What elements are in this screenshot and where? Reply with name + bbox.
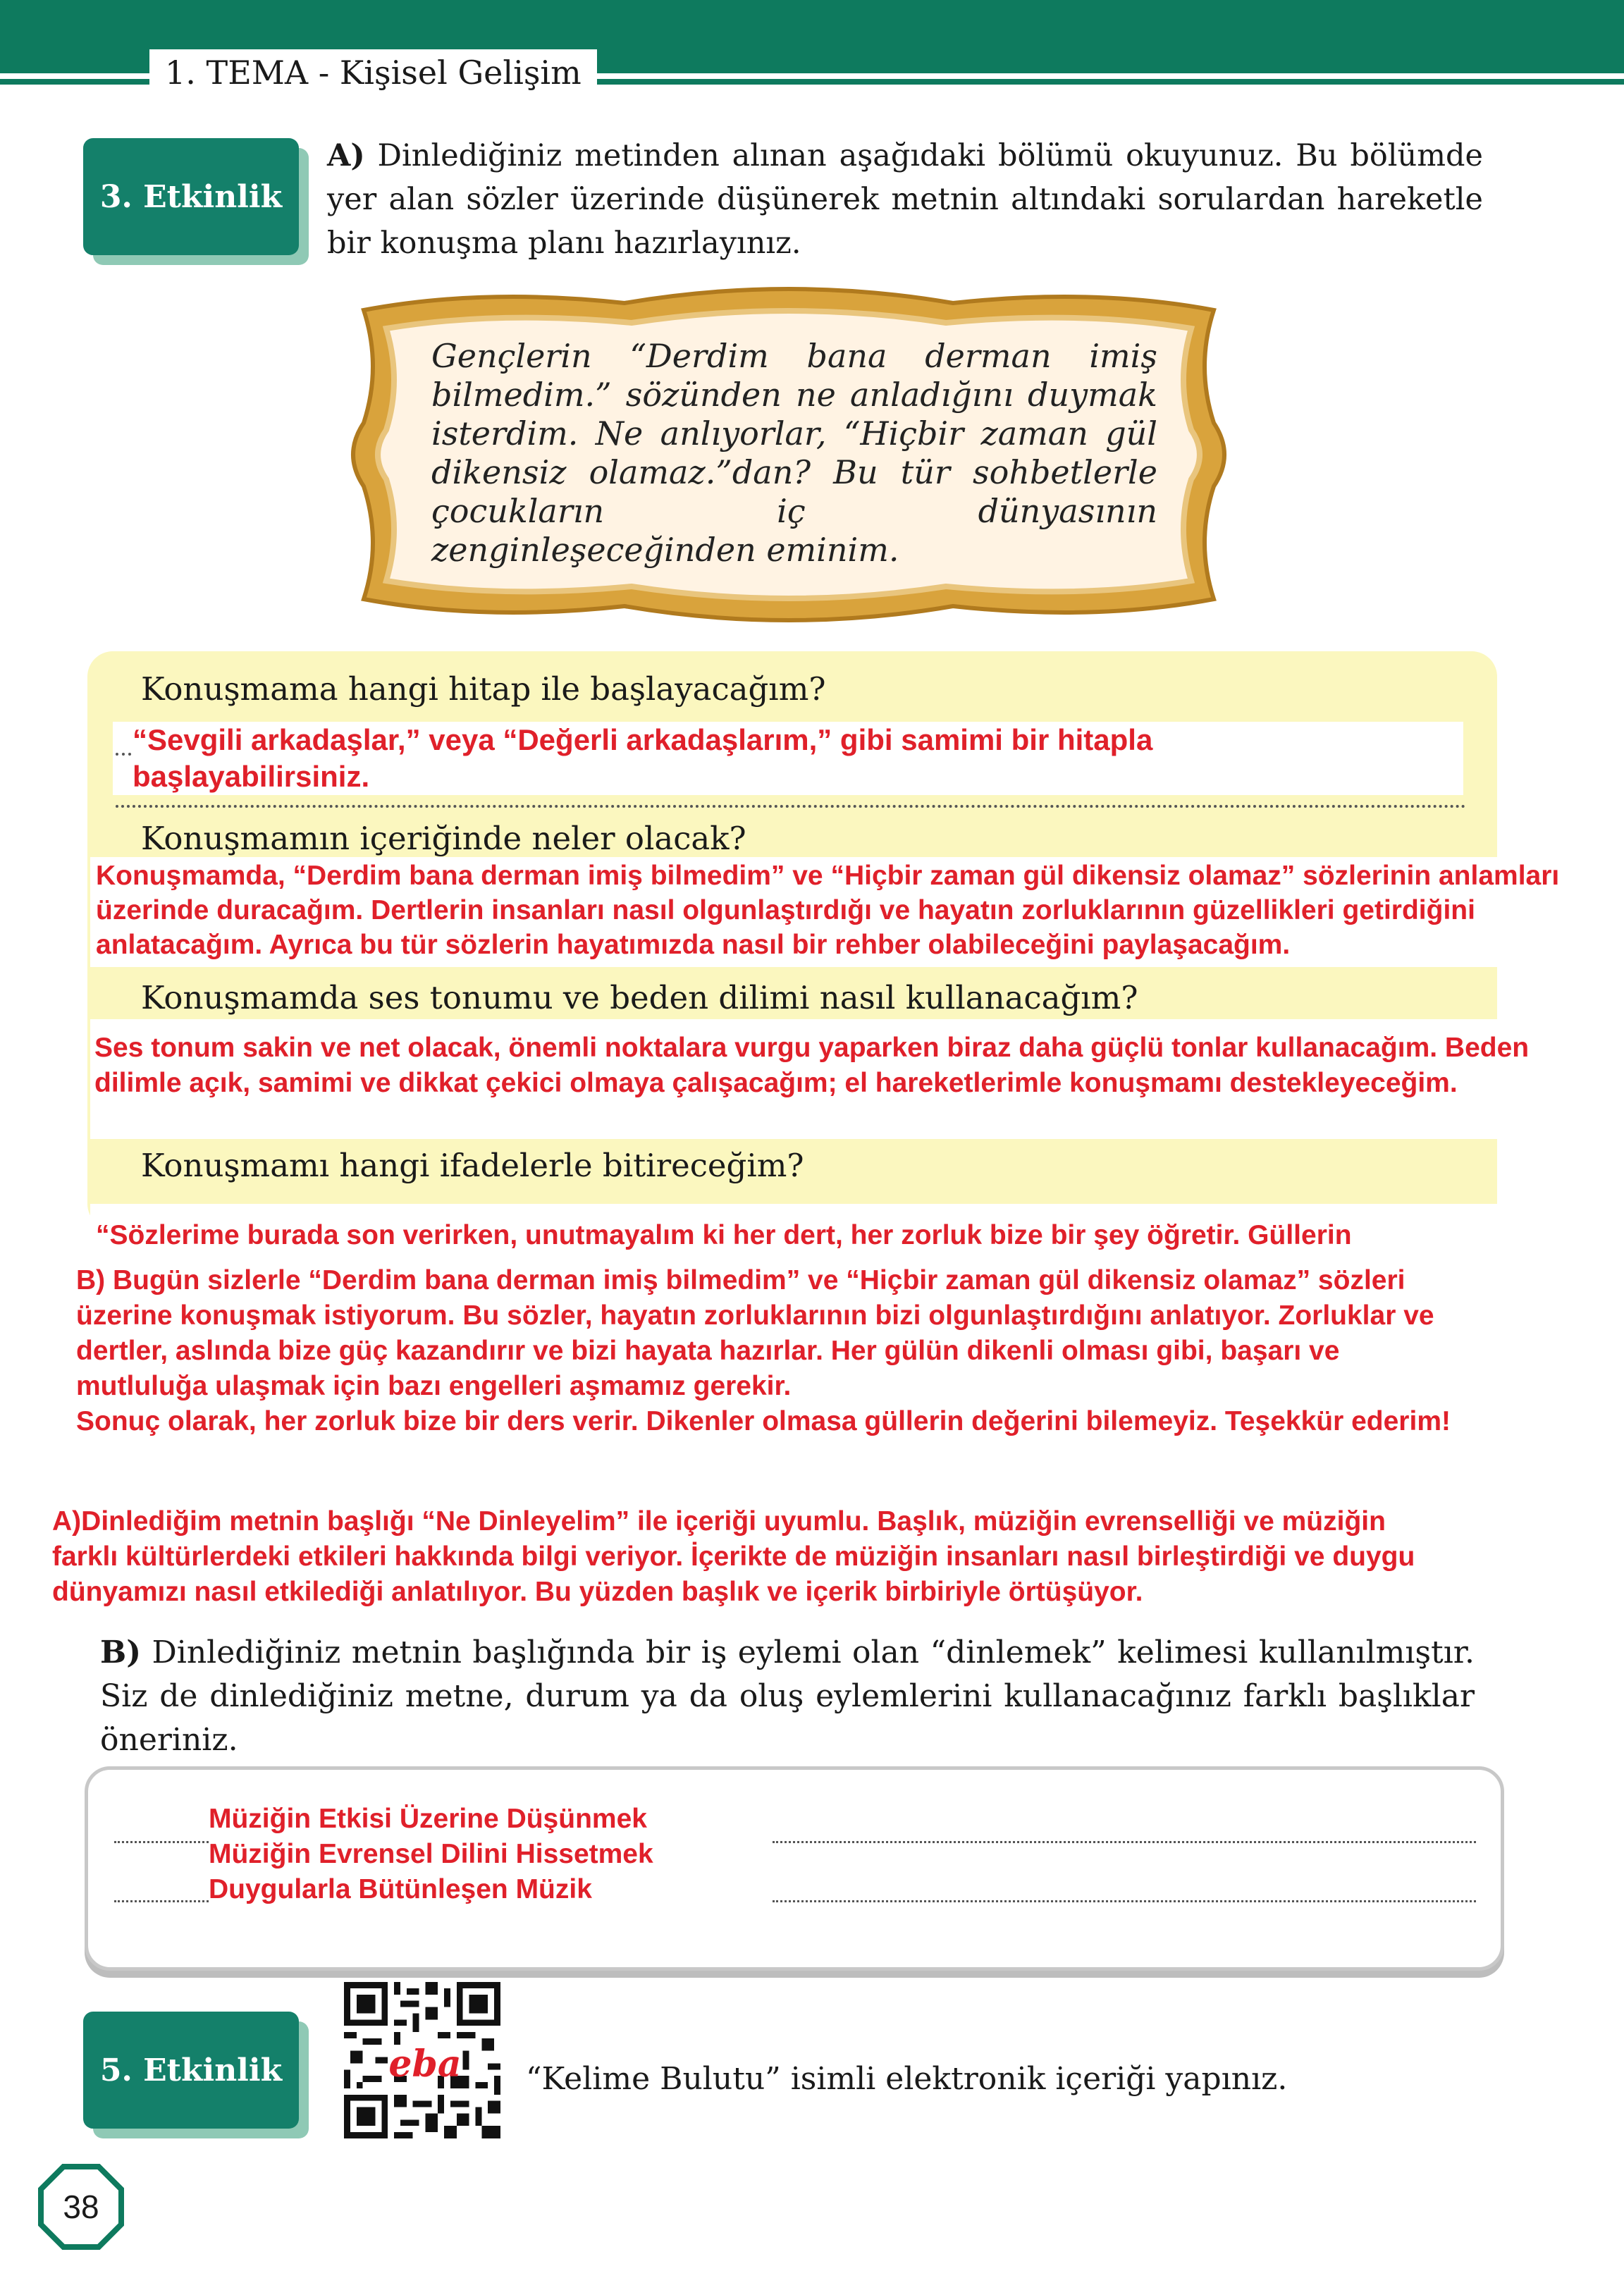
question-1: Konuşmama hangi hitap ile başlayacağım? (141, 670, 826, 708)
answer-3: Ses tonum sakin ve net olacak, önemli noktalara vurgu yaparken biraz daha güçlü tonlar kullanacağım. Beden dilimle açık, samimi ve dikkat çekici olmaya çalışacağım; el hareketlerimle konuşmamı destekleyeceğim. (94, 1033, 1530, 1098)
title-dots (114, 1841, 209, 1843)
answer-2: Konuşmamda, “Derdim bana derman imiş bilmedim” ve “Hiçbir zaman gül dikensiz olamaz” sözlerinin anlamları üzerinde duracağım. Dertlerin insanları nasıl olgunlaştırdığı ve hayatın zorluklarının güzellikleri getirdiğini anlatacağım. Ayrıca bu tür sözlerin hayatımızda nasıl bir rehber olabileceğini paylaşacağım. (96, 861, 1560, 960)
title-dots (773, 1900, 1476, 1902)
activity-4-answer-a (52, 1504, 1575, 1610)
answer-b-block (76, 1263, 1585, 1439)
eba-logo: eba (388, 2042, 462, 2086)
answer-b-line: Sonuç olarak, her zorluk bize bir ders verir. Dikenler olmasa güllerin değerini bilemeyiz. Teşekkür ederim! (76, 1406, 1451, 1436)
answer-a-line: farklı kültürlerdeki etkileri hakkında bilgi veriyor. İçerikte de müziğin insanları nasıl birleştirdiği ve duygu (52, 1541, 1415, 1572)
instruction-label: B) (100, 1635, 142, 1670)
instruction-text: Dinlediğiniz metinden alınan aşağıdaki bölümü okuyunuz. Bu bölümde yer alan sözler üzerinde düşünerek metnin altındaki sorulardan hareketle bir konuşma planı hazırlayınız. (327, 138, 1483, 261)
suggested-title: Müziğin Etkisi Üzerine Düşünmek (209, 1804, 647, 1834)
answer-1: “Sevgili arkadaşlar,” veya “Değerli arkadaşlarım,” gibi samimi bir hitapla başlayabilirsiniz. (133, 723, 1153, 793)
question-3: Konuşmamda ses tonumu ve beden dilimi nasıl kullanacağım? (141, 979, 1138, 1016)
answer-4: “Sözlerime burada son verirken, unutmayalım ki her dert, her zorluk bize bir şey öğretir. Güllerin (96, 1220, 1352, 1250)
answer-1-dots (116, 805, 1466, 808)
page-number: 38 (63, 2189, 99, 2225)
answer-b-line: üzerine konuşmak istiyorum. Bu sözler, hayatın zorluklarının bizi olgunlaştırdığını anlatıyor. Zorluklar ve (76, 1300, 1434, 1331)
answer-1-lead-dots (116, 753, 131, 756)
question-2: Konuşmamın içeriğinde neler olacak? (141, 820, 746, 857)
answer-b-line: dertler, aslında bize güç kazandırır ve bizi hayata hazırlar. Her gülün dikenli olması gibi, başarı ve (76, 1336, 1340, 1366)
suggested-title: Duygularla Bütünleşen Müzik (209, 1874, 592, 1904)
activity-3-instruction (327, 134, 1483, 265)
quote-text: Gençlerin “Derdim bana derman imiş bilmedim.” sözünden ne anladığını duymak isterdim. Ne anlıyorlar, “Hiçbir zaman gül dikensiz olamaz.”dan? Bu tür sohbetlerle çocukların iç dünyasının zenginleşeceğinden eminim. (431, 337, 1157, 569)
header-title: 1. TEMA - Kişisel Gelişim (149, 49, 597, 96)
answer-4-clip (90, 1204, 1500, 1250)
instruction-label: A) (327, 138, 365, 173)
title-dots (773, 1841, 1476, 1843)
suggested-title: Müziğin Evrensel Dilini Hissetmek (209, 1839, 653, 1869)
answer-a-line: A)Dinlediğim metnin başlığı “Ne Dinleyelim” ile içeriği uyumlu. Başlık, müziğin evrenselliği ve müziğin (52, 1506, 1386, 1537)
question-4: Konuşmamı hangi ifadelerle bitireceğim? (141, 1147, 804, 1184)
instruction-text: Dinlediğiniz metnin başlığında bir iş eylemi olan “dinlemek” kelimesi kullanılmıştır. Siz de dinlediğiniz metne, durum ya da oluş eylemlerini kullanacağınız farklı başlıklar öneriniz. (100, 1635, 1475, 1758)
answer-a-line: dünyamızı nasıl etkilediği anlatılıyor. Bu yüzden başlık ve içerik birbiriyle örtüşüyor. (52, 1577, 1143, 1607)
answer-b-line: B) Bugün sizlerle “Derdim bana derman imiş bilmedim” ve “Hiçbir zaman gül dikensiz olamaz” sözleri (76, 1265, 1405, 1295)
activity-5-badge: 5. Etkinlik (83, 2012, 299, 2129)
title-dots (114, 1900, 209, 1902)
suggested-titles (209, 1802, 653, 1907)
activity-3-badge: 3. Etkinlik (83, 138, 299, 255)
activity-4-instruction (100, 1631, 1475, 1762)
activity-5-text: “Kelime Bulutu” isimli elektronik içeriği yapınız. (526, 2061, 1288, 2097)
answer-b-line: mutluluğa ulaşmak için bazı engelleri aşmamız gerekir. (76, 1371, 792, 1401)
